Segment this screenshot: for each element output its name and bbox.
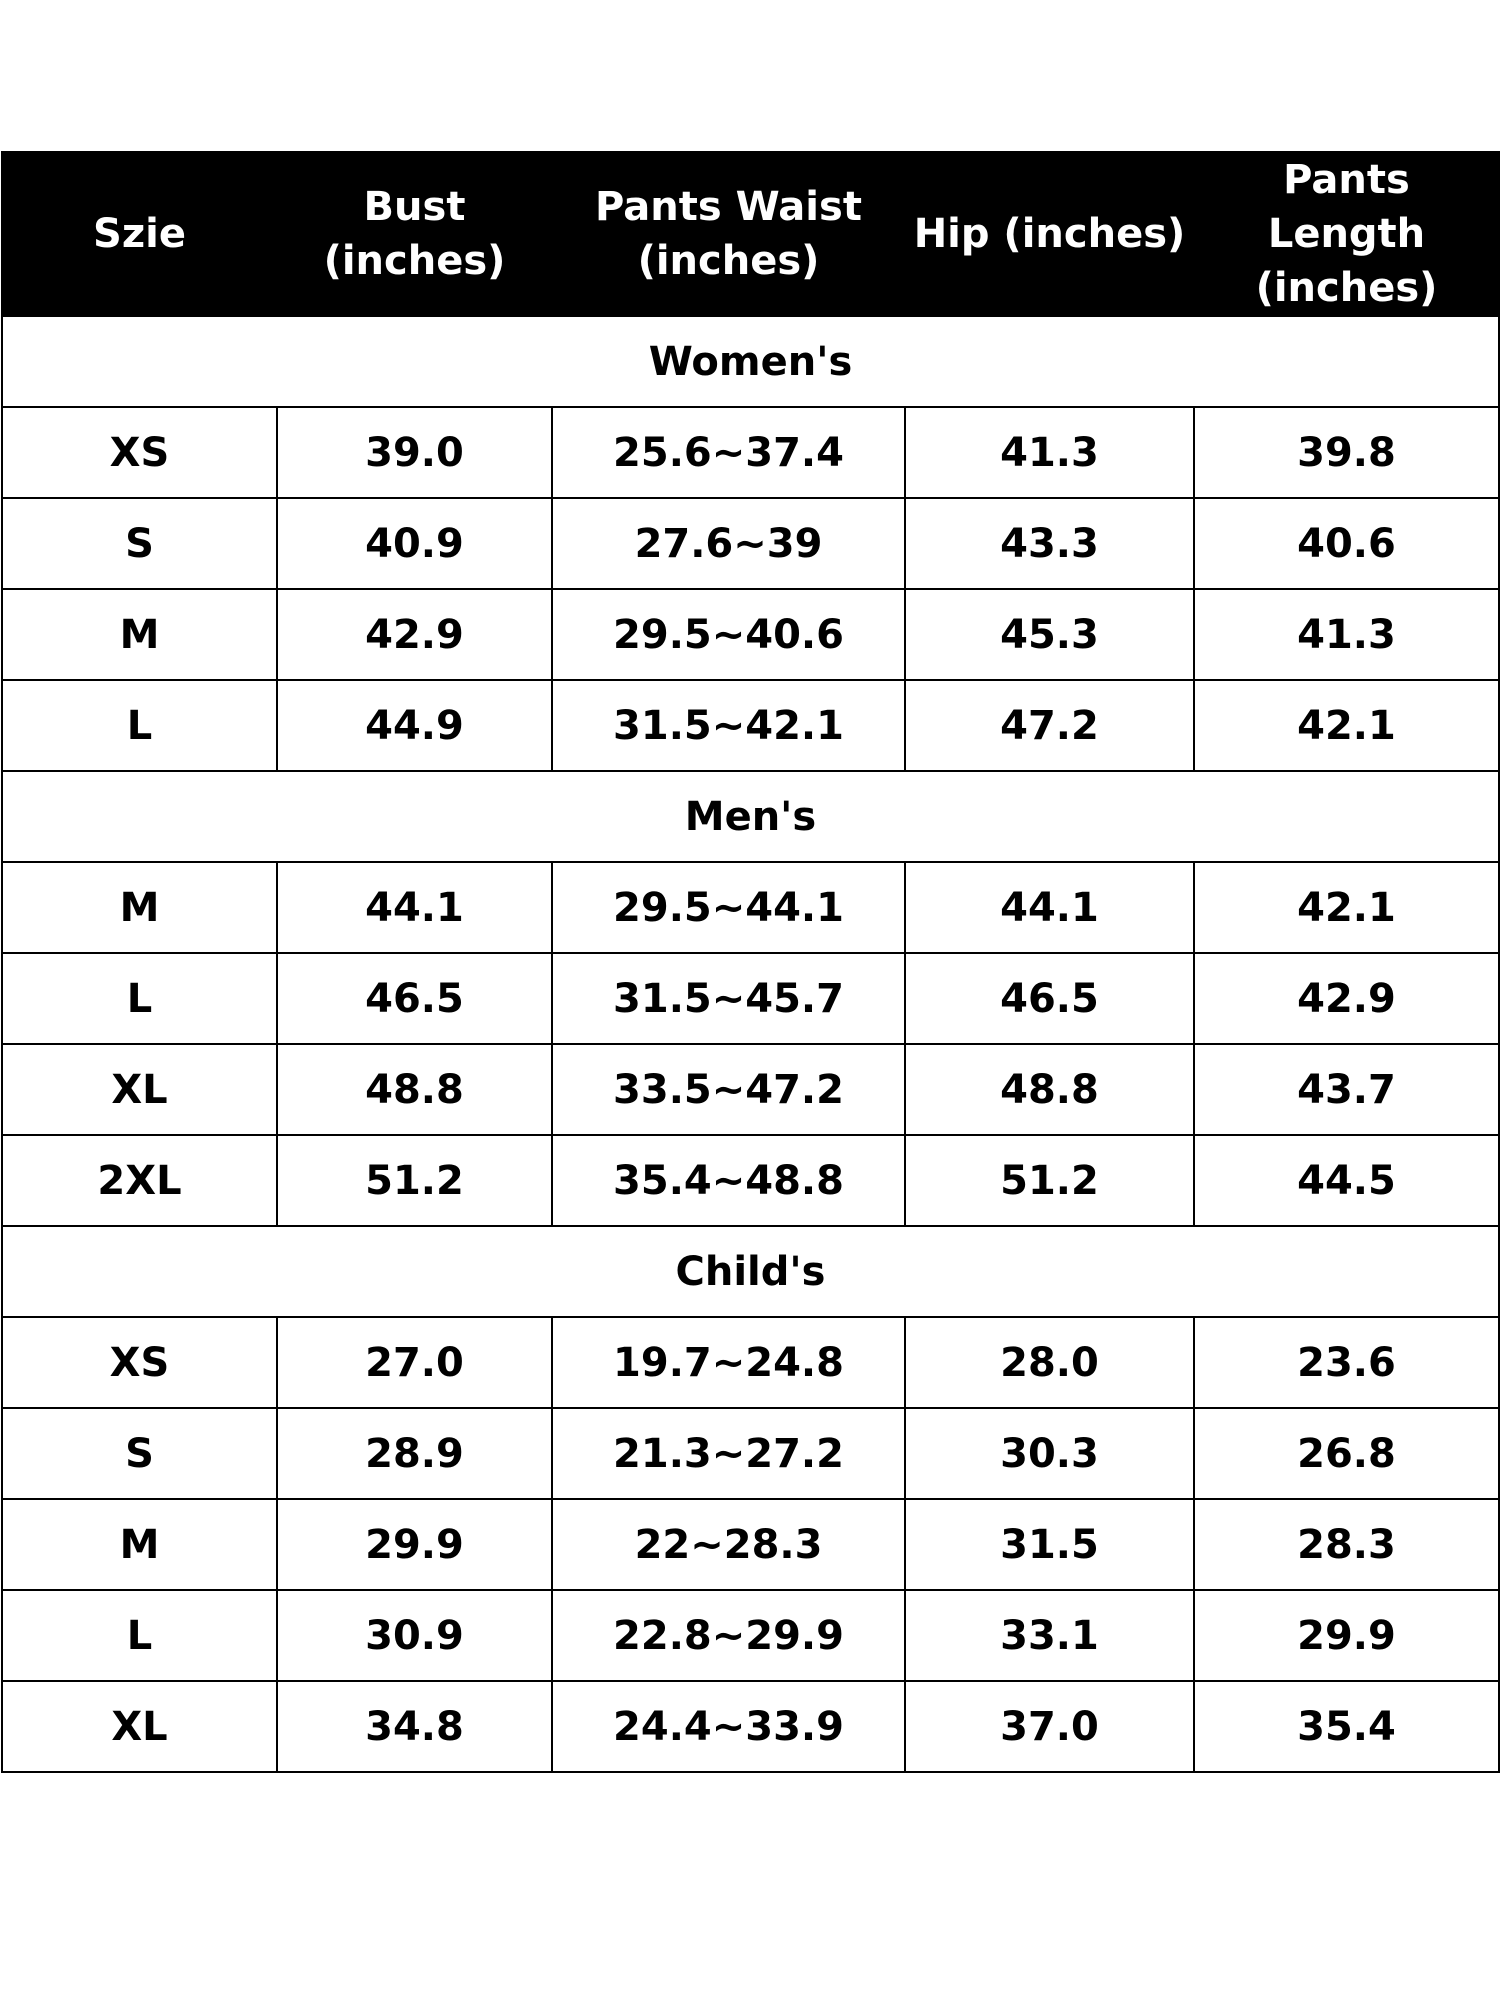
cell-pants-length: 44.5 [1194, 1135, 1499, 1226]
header-hip-label: Hip (inches) [913, 211, 1186, 257]
cell-hip: 43.3 [905, 498, 1194, 589]
cell-pants-waist: 21.3~27.2 [552, 1408, 905, 1499]
table-row [2, 407, 1499, 498]
cell-pants-waist: 31.5~42.1 [552, 680, 905, 771]
cell-pants-length: 40.6 [1194, 498, 1499, 589]
header-bust [277, 152, 552, 316]
cell-size: M [2, 589, 277, 680]
cell-bust: 34.8 [277, 1681, 552, 1772]
table-row [2, 1681, 1499, 1772]
table-row [2, 589, 1499, 680]
cell-bust: 44.1 [277, 862, 552, 953]
cell-size: L [2, 680, 277, 771]
cell-hip: 30.3 [905, 1408, 1194, 1499]
cell-size: XL [2, 1681, 277, 1772]
cell-hip: 33.1 [905, 1590, 1194, 1681]
cell-pants-waist: 22.8~29.9 [552, 1590, 905, 1681]
cell-pants-length: 28.3 [1194, 1499, 1499, 1590]
cell-hip: 48.8 [905, 1044, 1194, 1135]
cell-bust: 29.9 [277, 1499, 552, 1590]
cell-bust: 51.2 [277, 1135, 552, 1226]
cell-pants-length: 42.9 [1194, 953, 1499, 1044]
table-body [2, 316, 1499, 1772]
cell-pants-waist: 35.4~48.8 [552, 1135, 905, 1226]
cell-pants-waist: 33.5~47.2 [552, 1044, 905, 1135]
cell-pants-waist: 24.4~33.9 [552, 1681, 905, 1772]
table-row [2, 1408, 1499, 1499]
cell-pants-waist: 31.5~45.7 [552, 953, 905, 1044]
cell-size: XL [2, 1044, 277, 1135]
cell-pants-length: 26.8 [1194, 1408, 1499, 1499]
header-pants-waist [552, 152, 905, 316]
cell-size: 2XL [2, 1135, 277, 1226]
section-row [2, 771, 1499, 862]
header-pants-length [1194, 152, 1499, 316]
cell-bust: 39.0 [277, 407, 552, 498]
section-row [2, 1226, 1499, 1317]
cell-hip: 28.0 [905, 1317, 1194, 1408]
header-size [2, 152, 277, 316]
cell-bust: 44.9 [277, 680, 552, 771]
cell-bust: 42.9 [277, 589, 552, 680]
cell-bust: 46.5 [277, 953, 552, 1044]
table-header [2, 152, 1499, 316]
section-title: Child's [2, 1226, 1499, 1317]
header-bust-label: Bust [363, 184, 466, 230]
cell-pants-length: 35.4 [1194, 1681, 1499, 1772]
cell-hip: 41.3 [905, 407, 1194, 498]
section-title: Men's [2, 771, 1499, 862]
section-row [2, 316, 1499, 407]
cell-size: M [2, 1499, 277, 1590]
cell-pants-length: 42.1 [1194, 680, 1499, 771]
table-row [2, 1135, 1499, 1226]
size-chart-table [1, 151, 1500, 1773]
cell-pants-waist: 25.6~37.4 [552, 407, 905, 498]
cell-pants-waist: 29.5~40.6 [552, 589, 905, 680]
cell-hip: 47.2 [905, 680, 1194, 771]
header-bust-unit: (inches) [323, 238, 506, 284]
header-pants-waist-unit: (inches) [637, 238, 820, 284]
cell-hip: 51.2 [905, 1135, 1194, 1226]
cell-size: XS [2, 407, 277, 498]
header-pants-length-label: Pants Length [1267, 157, 1426, 257]
table-row [2, 1499, 1499, 1590]
header-pants-waist-label: Pants Waist [595, 184, 862, 230]
cell-pants-waist: 27.6~39 [552, 498, 905, 589]
cell-hip: 37.0 [905, 1681, 1194, 1772]
table-row [2, 862, 1499, 953]
table-row [2, 680, 1499, 771]
cell-pants-length: 43.7 [1194, 1044, 1499, 1135]
cell-pants-waist: 19.7~24.8 [552, 1317, 905, 1408]
cell-bust: 27.0 [277, 1317, 552, 1408]
header-hip [905, 152, 1194, 316]
section-title: Women's [2, 316, 1499, 407]
header-pants-length-unit: (inches) [1255, 265, 1438, 311]
table-row [2, 498, 1499, 589]
cell-size: XS [2, 1317, 277, 1408]
cell-pants-length: 23.6 [1194, 1317, 1499, 1408]
cell-bust: 30.9 [277, 1590, 552, 1681]
cell-bust: 40.9 [277, 498, 552, 589]
cell-hip: 45.3 [905, 589, 1194, 680]
table-row [2, 1317, 1499, 1408]
cell-size: S [2, 498, 277, 589]
cell-size: L [2, 953, 277, 1044]
cell-bust: 28.9 [277, 1408, 552, 1499]
cell-hip: 31.5 [905, 1499, 1194, 1590]
cell-size: L [2, 1590, 277, 1681]
table-row [2, 953, 1499, 1044]
cell-pants-waist: 29.5~44.1 [552, 862, 905, 953]
cell-hip: 44.1 [905, 862, 1194, 953]
header-size-label: Szie [93, 211, 186, 257]
cell-pants-length: 42.1 [1194, 862, 1499, 953]
header-row [2, 152, 1499, 316]
cell-pants-length: 29.9 [1194, 1590, 1499, 1681]
cell-hip: 46.5 [905, 953, 1194, 1044]
cell-size: M [2, 862, 277, 953]
cell-pants-waist: 22~28.3 [552, 1499, 905, 1590]
table-row [2, 1590, 1499, 1681]
cell-pants-length: 41.3 [1194, 589, 1499, 680]
cell-size: S [2, 1408, 277, 1499]
cell-pants-length: 39.8 [1194, 407, 1499, 498]
cell-bust: 48.8 [277, 1044, 552, 1135]
table-row [2, 1044, 1499, 1135]
